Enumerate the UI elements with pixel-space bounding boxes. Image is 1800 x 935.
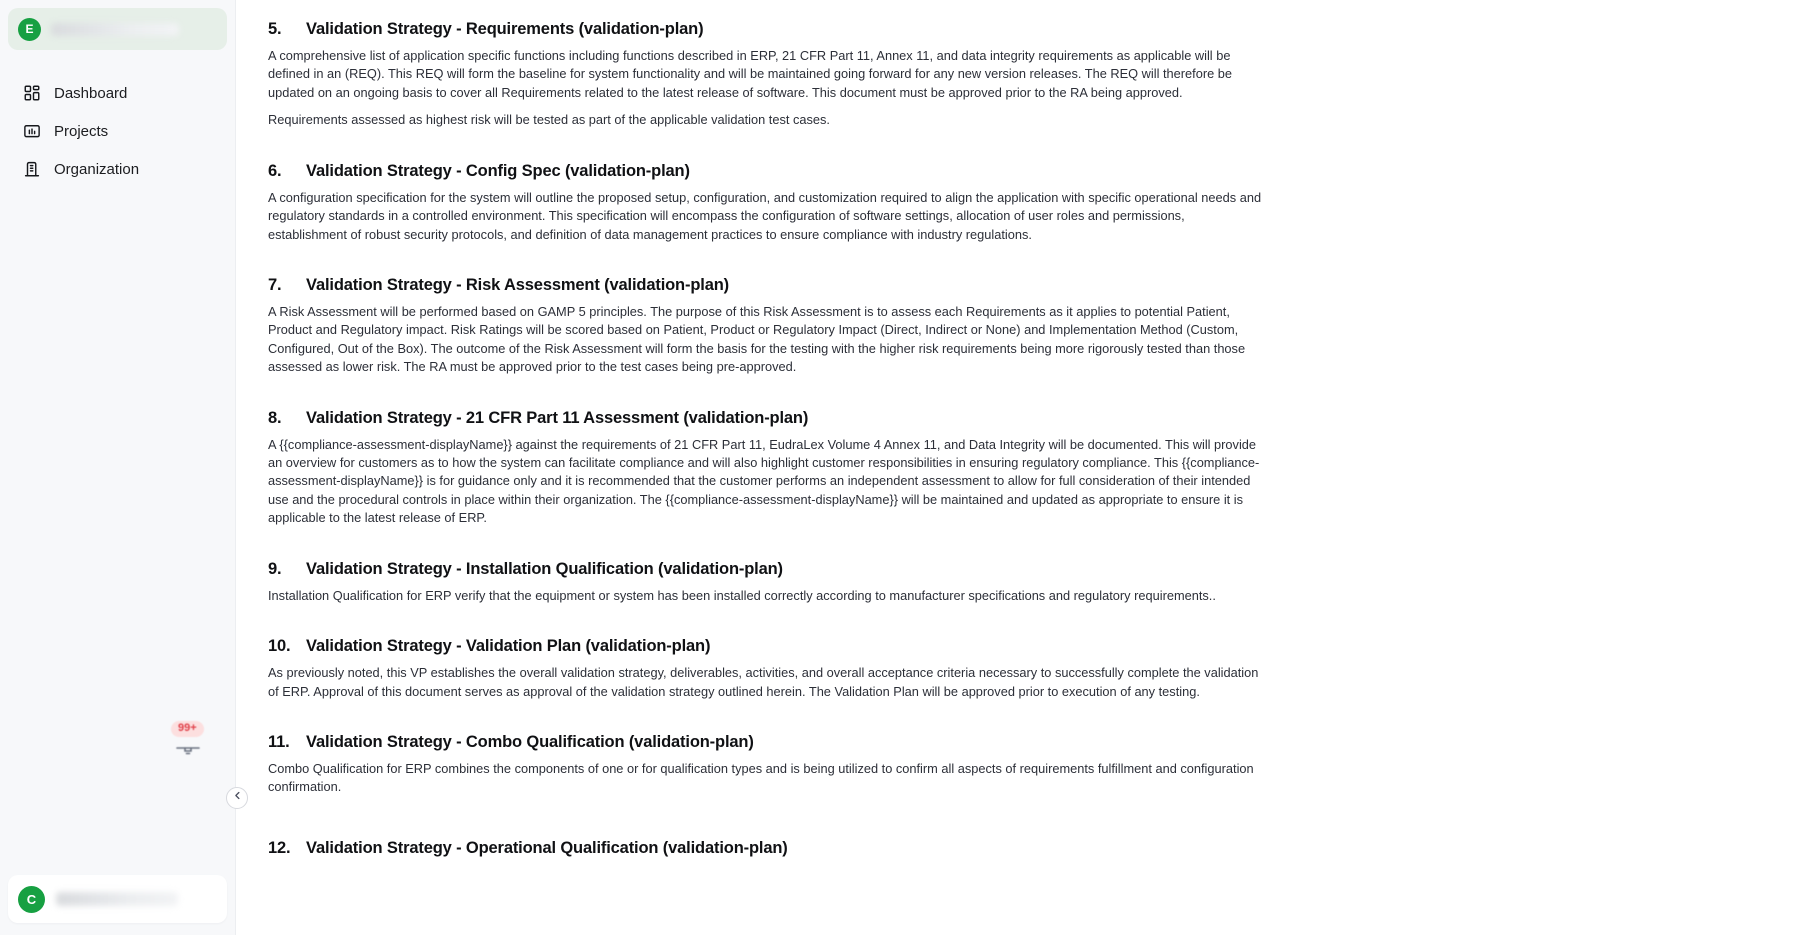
user-avatar: C (18, 886, 45, 913)
section-heading (268, 162, 1266, 181)
section-spacer (268, 253, 1266, 276)
section-paragraph: Combo Qualification for ERP combines the components of one or for qualification types and is being utilized to confirm all aspects of requirements fulfillment and configuration confirmation. (268, 761, 1254, 795)
section-title: Validation Strategy - Requirements (validation-plan) (306, 20, 704, 38)
section-number: 10. (268, 637, 291, 656)
section-number: 8. (268, 408, 282, 427)
section-paragraph: Requirements assessed as highest risk will be tested as part of the applicable validation test cases. (268, 112, 830, 128)
section-heading (268, 20, 1266, 39)
section-paragraph: A configuration specification for the system will outline the proposed setup, configuration, and customization required to align the application with specific operational needs and regulatory standards in a controlled environment. This specification will encompass the configuration of software settings, allocation of user roles and permissions, establishment of robust security protocols, and definition of data management practices to ensure compliance with industry regulations. (268, 189, 1262, 242)
section-heading (268, 409, 1266, 428)
section-paragraph: Installation Qualification for ERP verify that the equipment or system has been installed correctly according to manufacturer specifications and regulatory requirements.. (268, 587, 1216, 603)
section-title: Validation Strategy - Risk Assessment (validation-plan) (306, 275, 729, 294)
document-section (268, 20, 1266, 130)
section-paragraph: A comprehensive list of application specific functions including functions described in ERP, 21 CFR Part 11, Annex 11, and data integrity requirements as applicable will be defined in an (REQ). This REQ will form the baseline for system functionality and will be maintained going forward for any new version releases. The REQ will therefore be updated on an ongoing basis to cover all Requirements related to the latest release of software. This document must be approved prior to the RA being approved. (268, 48, 1233, 100)
section-spacer (268, 710, 1266, 733)
workspace-name-redacted (51, 23, 179, 36)
document-section (268, 276, 1266, 377)
user-profile-card[interactable] (8, 875, 227, 923)
section-title: Validation Strategy - Operational Qualification (validation-plan) (306, 838, 788, 857)
section-title: Validation Strategy - Validation Plan (validation-plan) (306, 637, 711, 656)
section-spacer (268, 806, 1266, 839)
sidebar-spacer (0, 188, 235, 875)
sidebar-item-projects[interactable] (0, 112, 235, 150)
sidebar-collapse-button[interactable] (226, 787, 248, 809)
section-title: Validation Strategy - Config Spec (validation-plan) (306, 161, 690, 180)
section-title: Validation Strategy - 21 CFR Part 11 Assessment (validation-plan) (306, 408, 809, 427)
section-paragraph: As previously noted, this VP establishes the overall validation strategy, deliverables, activities, and overall acceptance criteria necessary to successfully complete the validation of ERP. Approval of this document serves as approval of the validation strategy outlined herein. The Validation Plan will be approved prior to execution of any testing. (268, 665, 1259, 699)
sidebar (0, 0, 236, 935)
chevron-left-circle-icon (231, 789, 244, 807)
sidebar-item-label: Organization (54, 160, 140, 178)
section-title: Validation Strategy - Combo Qualification (validation-plan) (306, 733, 754, 752)
sidebar-nav (0, 74, 235, 188)
section-number: 5. (268, 20, 282, 38)
validation-plan-document (236, 0, 1266, 858)
document-section (268, 560, 1266, 605)
sidebar-item-organization[interactable] (0, 150, 235, 188)
bell-icon (175, 743, 201, 757)
section-heading (268, 637, 1266, 656)
grid-icon (22, 84, 41, 103)
user-name-redacted (56, 892, 178, 906)
document-section (268, 733, 1266, 797)
document-section (268, 637, 1266, 701)
section-number: 7. (268, 275, 282, 294)
section-paragraph: A Risk Assessment will be performed based on GAMP 5 principles. The purpose of this Risk Assessment is to assess each Requirements as it applies to potential Patient, Product and Regulatory impact. Risk Ratings will be scored based on Patient, Product or Regulatory Impact (Direct, Indirect or None) and Implementation Method (Custom, Configured, Out of the Box). The outcome of the Risk Assessment will form the basis for the testing with the higher risk requirements being more rigorously tested than those assessed as lower risk. The RA must be approved prior to the test cases being pre-approved. (268, 303, 1246, 375)
notification-count-badge: 99+ (171, 721, 204, 737)
document-section (268, 162, 1266, 244)
section-heading (268, 839, 1266, 858)
document-section (268, 839, 1266, 858)
notifications-widget[interactable] (171, 721, 217, 767)
document-section (268, 409, 1266, 528)
sidebar-item-label: Projects (54, 122, 109, 140)
sidebar-item-dashboard[interactable] (0, 74, 235, 112)
section-spacer (268, 139, 1266, 162)
section-title: Validation Strategy - Installation Qualification (validation-plan) (306, 559, 783, 578)
section-number: 12. (268, 838, 291, 857)
section-paragraph: A {{compliance-assessment-displayName}} against the requirements of 21 CFR Part 11, EudraLex Volume 4 Annex 11, and Data Integrity will be documented. This will provide an overview for customers as to how the system can facilitate compliance and will also highlight customer responsibilities in ensuring regulatory compliance. This {{compliance-assessment-displayName}} is for guidance only and it is recommended that the customer performs an independent assessment to allow for full consideration of their intended use and the procedural controls in place within their organization. The {{compliance-assessment-displayName}} will be maintained and updated as appropriate to ensure it is applicable to the latest release of ERP. (268, 436, 1260, 526)
section-spacer (268, 614, 1266, 637)
folder-icon (22, 122, 41, 141)
workspace-avatar: E (18, 18, 41, 41)
building-icon (22, 160, 41, 179)
section-spacer (268, 537, 1266, 560)
section-heading (268, 560, 1266, 579)
sidebar-item-label: Dashboard (54, 84, 128, 102)
section-heading (268, 733, 1266, 752)
section-heading (268, 276, 1266, 295)
workspace-selector[interactable] (8, 8, 227, 50)
section-spacer (268, 386, 1266, 409)
main-content (236, 0, 1800, 935)
section-number: 11. (268, 733, 290, 752)
section-number: 6. (268, 161, 282, 180)
section-number: 9. (268, 559, 282, 578)
